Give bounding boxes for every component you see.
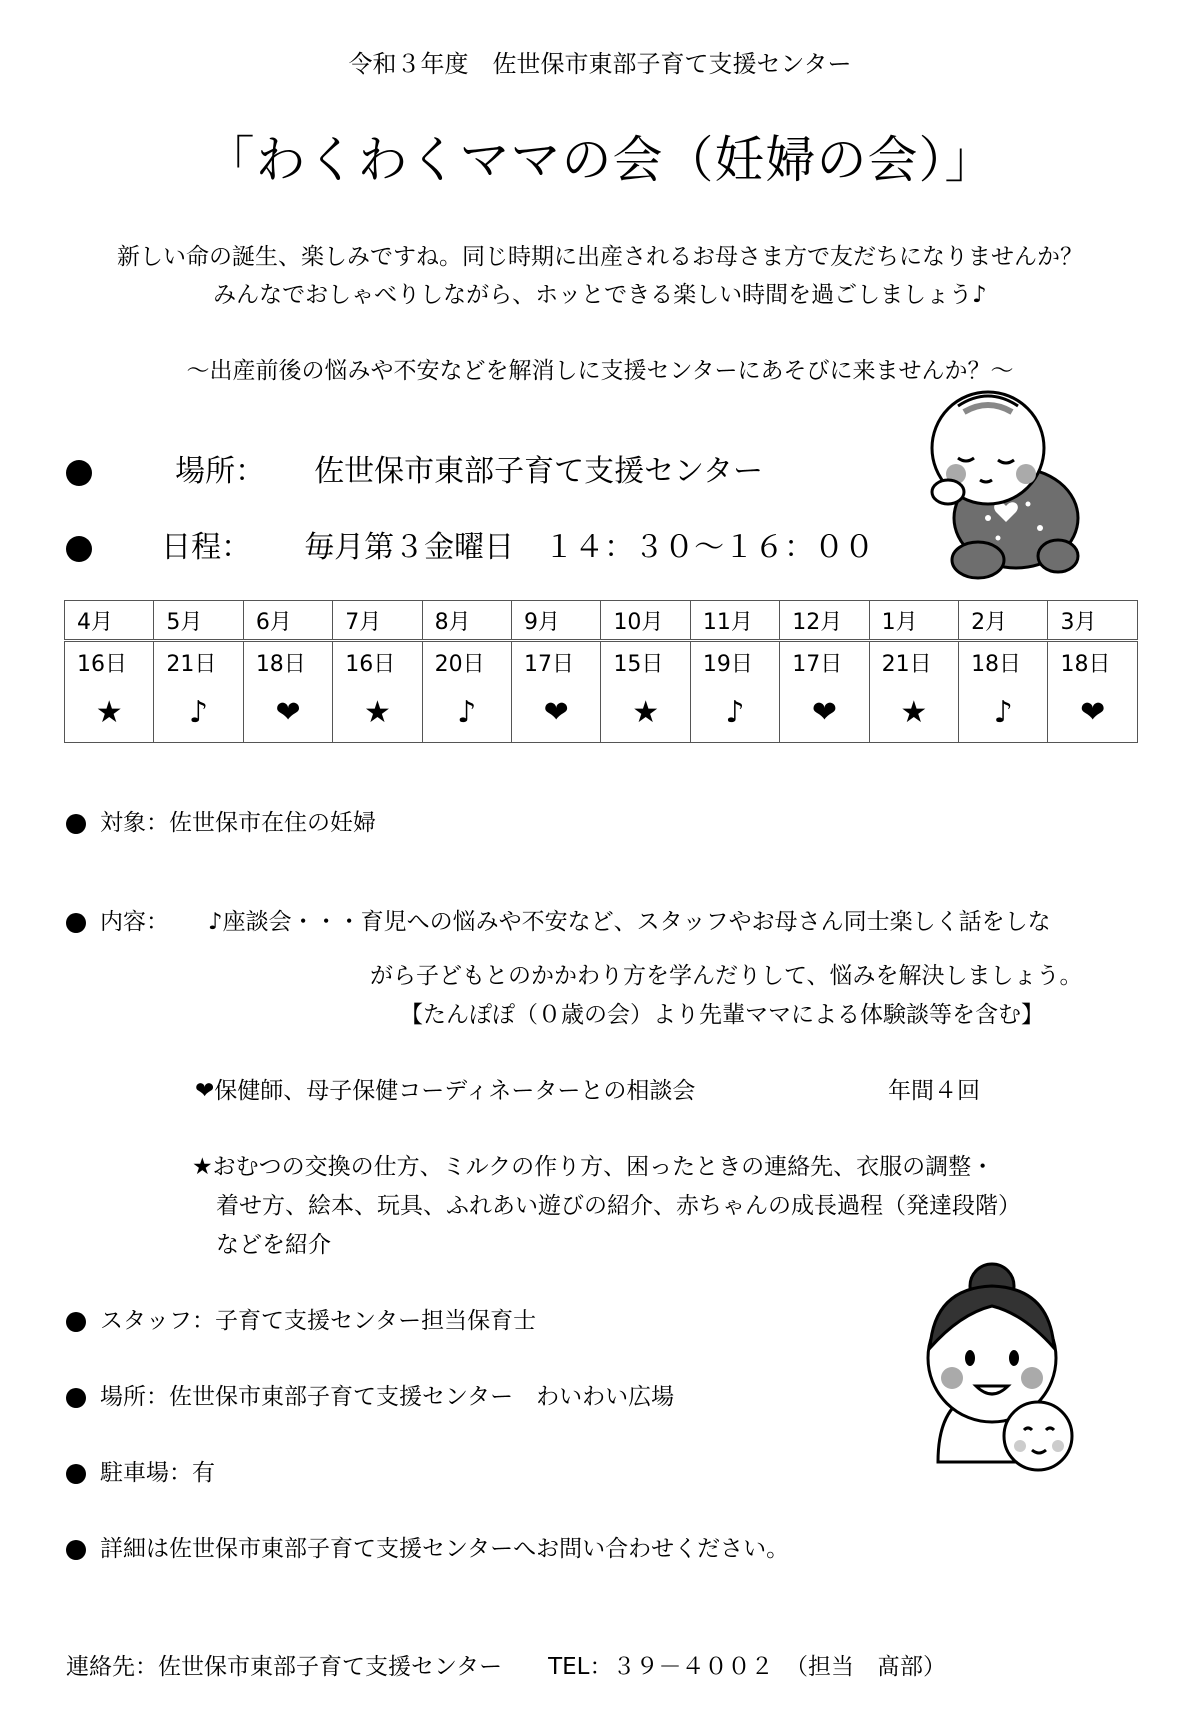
- bullet-icon: [66, 913, 86, 933]
- staff-text: スタッフ：子育て支援センター担当保育士: [100, 1308, 537, 1334]
- day-cell: 15日: [601, 641, 690, 683]
- content-label: 内容：: [100, 909, 169, 935]
- month-cell: 12月: [780, 601, 869, 641]
- month-cell: 3月: [1048, 601, 1138, 641]
- month-cell: 5月: [154, 601, 243, 641]
- mark-cell: ★: [65, 682, 154, 743]
- details-row: [66, 1530, 789, 1563]
- star-line-2: 着せ方、絵本、玩具、ふれあい遊びの紹介、赤ちゃんの成長過程（発達段階）: [216, 1193, 1021, 1219]
- mark-cell: ★: [333, 682, 422, 743]
- mother-with-baby-illustration: [920, 1262, 1100, 1474]
- details-text: 詳細は佐世保市東部子育て支援センターへお問い合わせください。: [100, 1536, 790, 1562]
- target-row: [66, 804, 376, 837]
- bullet-icon: [66, 1540, 86, 1560]
- place-value: 佐世保市東部子育て支援センター: [314, 454, 763, 489]
- mark-cell: ❤: [780, 682, 869, 743]
- place-label: 場所：: [175, 454, 266, 489]
- bullet-icon: [66, 1312, 86, 1332]
- header-line: 令和３年度 佐世保市東部子育て支援センター: [348, 50, 852, 78]
- day-cell: 18日: [959, 641, 1048, 683]
- schedule-row: [66, 522, 874, 566]
- intro-line-1: 新しい命の誕生、楽しみですね。同じ時期に出産されるお母さま方で友だちになりませんか？: [117, 244, 1083, 270]
- consult-frequency: 年間４回: [888, 1078, 980, 1104]
- day-cell: 21日: [154, 641, 243, 683]
- bullet-icon: [66, 460, 92, 486]
- months-row: [65, 601, 1138, 641]
- month-cell: 11月: [690, 601, 779, 641]
- day-cell: 16日: [333, 641, 422, 683]
- bullet-icon: [66, 814, 86, 834]
- month-cell: 2月: [959, 601, 1048, 641]
- marks-row: [65, 682, 1138, 743]
- bullet-icon: [66, 1464, 86, 1484]
- day-cell: 21日: [869, 641, 958, 683]
- bullet-icon: [66, 536, 92, 562]
- content-line-2: がら子どもとのかかわり方を学んだりして、悩みを解決しましょう。: [370, 963, 1083, 989]
- mark-cell: ❤: [512, 682, 601, 743]
- mark-cell: ❤: [1048, 682, 1138, 743]
- parking-row: [66, 1454, 215, 1487]
- mark-cell: ★: [601, 682, 690, 743]
- content-row: [66, 903, 169, 936]
- star-line-3: などを紹介: [216, 1232, 331, 1258]
- schedule-label: 日程：: [161, 530, 252, 565]
- days-row: [65, 641, 1138, 683]
- mark-cell: ❤: [243, 682, 332, 743]
- location-text: 場所：佐世保市東部子育て支援センター わいわい広場: [100, 1384, 675, 1410]
- schedule-value: 毎月第３金曜日 １４：３０～１６：００: [304, 530, 875, 565]
- day-cell: 18日: [1048, 641, 1138, 683]
- month-cell: 7月: [333, 601, 422, 641]
- star-line-1: ★おむつの交換の仕方、ミルクの作り方、困ったときの連絡先、衣服の調整・: [192, 1154, 995, 1180]
- sleeping-baby-illustration: [918, 388, 1090, 584]
- month-cell: 1月: [869, 601, 958, 641]
- day-cell: 20日: [422, 641, 511, 683]
- month-cell: 4月: [65, 601, 154, 641]
- day-cell: 19日: [690, 641, 779, 683]
- bullet-icon: [66, 1388, 86, 1408]
- day-cell: 17日: [512, 641, 601, 683]
- consult-line: ❤保健師、母子保健コーディネーターとの相談会: [195, 1078, 696, 1104]
- target-text: 対象：佐世保市在住の妊婦: [100, 810, 376, 836]
- mark-cell: ♪: [690, 682, 779, 743]
- location-row: [66, 1378, 674, 1411]
- day-cell: 17日: [780, 641, 869, 683]
- place-row: [66, 446, 763, 490]
- month-cell: 10月: [601, 601, 690, 641]
- mark-cell: ♪: [154, 682, 243, 743]
- mark-cell: ♪: [422, 682, 511, 743]
- schedule-table: [64, 600, 1138, 743]
- month-cell: 8月: [422, 601, 511, 641]
- page-title: 「わくわくママの会（妊婦の会）」: [204, 131, 996, 189]
- day-cell: 18日: [243, 641, 332, 683]
- mark-cell: ♪: [959, 682, 1048, 743]
- subtitle: ～出産前後の悩みや不安などを解消しに支援センターにあそびに来ませんか？～: [186, 358, 1014, 384]
- content-line-1: ♪座談会・・・育児への悩みや不安など、スタッフやお母さん同士楽しく話をしな: [208, 909, 1051, 935]
- day-cell: 16日: [65, 641, 154, 683]
- staff-row: [66, 1302, 536, 1335]
- month-cell: 9月: [512, 601, 601, 641]
- parking-text: 駐車場：有: [100, 1460, 215, 1486]
- content-line-3: 【たんぽぽ（０歳の会）より先輩ママによる体験談等を含む】: [400, 1002, 1044, 1028]
- intro-line-2: みんなでおしゃべりしながら、ホッとできる楽しい時間を過ごしましょう♪: [213, 282, 987, 308]
- mark-cell: ★: [869, 682, 958, 743]
- month-cell: 6月: [243, 601, 332, 641]
- contact-line: 連絡先：佐世保市東部子育て支援センター TEL：３９－４００２ （担当 髙部）: [66, 1654, 946, 1680]
